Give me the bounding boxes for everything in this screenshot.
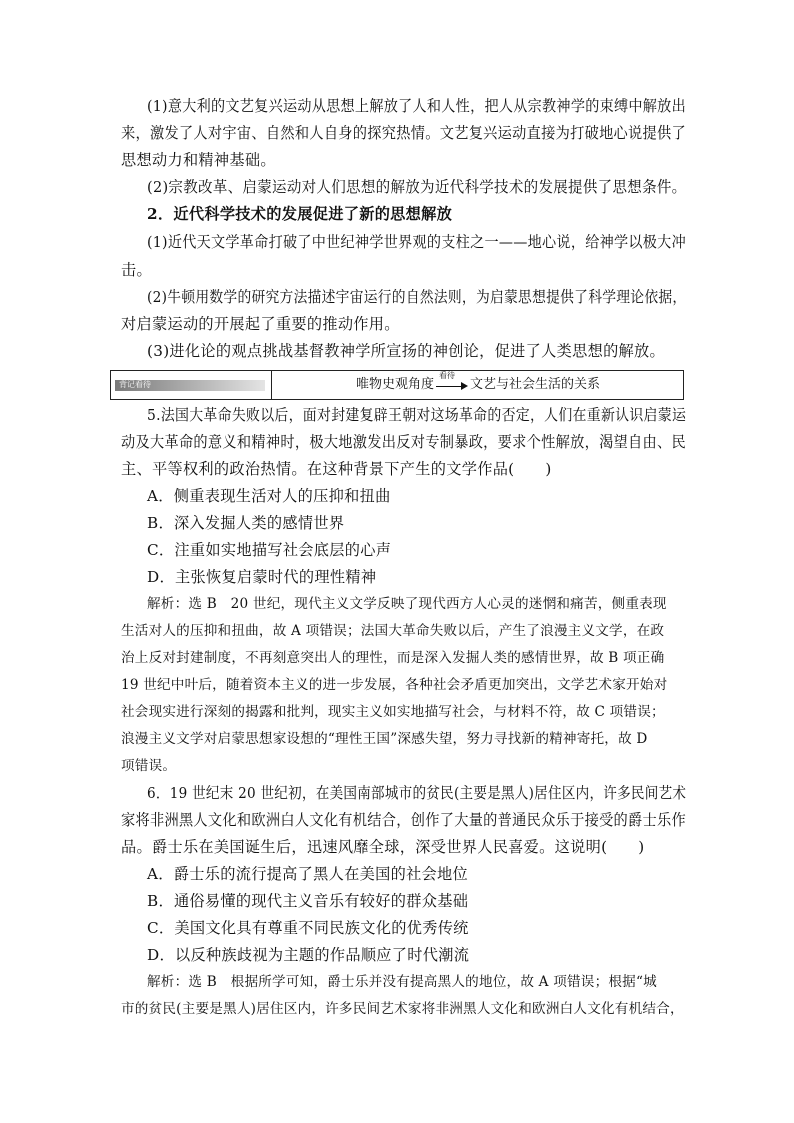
banner-right-text: 文艺与社会生活的关系 [470,377,601,392]
question-6-stem: 6．19 世纪末 20 世纪初，在美国南部城市的贫民(主要是黑人)居住区内，许多民间艺术 [147,784,687,802]
banner-heading [356,371,601,394]
question-5-stem: 主、平等权利的政治热情。在这种背景下产生的文学作品( ) [121,460,552,478]
text-line: (1)意大利的文艺复兴运动从思想上解放了人和人性，把人从宗教神学的束缚中解放出 [147,97,686,115]
arrow-icon [435,371,469,394]
text-line: 对启蒙运动的开展起了重要的推动作用。 [121,315,400,333]
banner-tag-label: 背记看待 [119,380,151,389]
analysis-line: 解析：选 B 20 世纪，现代主义文学反映了现代西方人心灵的迷惘和痛苦，侧重表现 [147,596,667,612]
option-d: D．主张恢复启蒙时代的理性精神 [147,568,377,586]
banner-left-text: 唯物史观角度 [356,377,435,392]
option-b: B．通俗易懂的现代主义音乐有较好的群众基础 [147,892,469,910]
text-line: (2)牛顿用数学的研究方法描述宇宙运行的自然法则，为启蒙思想提供了科学理论依据， [147,288,687,306]
option-a: A．爵士乐的流行提高了黑人在美国的社会地位 [147,865,469,883]
banner-divider [271,371,272,399]
option-b: B．深入发掘人类的感情世界 [147,514,345,532]
text-line: (3)进化论的观点挑战基督教神学所宣扬的神创论，促进了人类思想的解放。 [147,342,666,360]
text-line: 来，激发了人对宇宙、自然和人自身的探究热情。文艺复兴运动直接为打破地心说提供了 [121,124,686,142]
analysis-line: 治上反对封建制度，不再刻意突出人的理性，而是深入发掘人类的感情世界，故 B 项正确 [121,650,665,666]
question-6-stem: 家将非洲黑人文化和欧洲白人文化有机结合，创作了大量的普通民众乐于接受的爵士乐作 [121,811,686,829]
text-line: (1)近代天文学革命打破了中世纪神学世界观的支柱之一——地心说，给神学以极大冲 [147,233,686,251]
question-5-stem: 动及大革命的意义和精神时，极大地激发出反对专制暴政，要求个性解放，渴望自由、民 [121,433,686,451]
analysis-line: 解析：选 B 根据所学可知，爵士乐并没有提高黑人的地位，故 A 项错误；根据“城 [147,974,657,990]
text-line: (2)宗教改革、启蒙运动对人们思想的解放为近代科学技术的发展提供了思想条件。 [147,178,687,196]
option-a: A．侧重表现生活对人的压抑和扭曲 [147,487,391,505]
arrow-label: 看待 [439,371,456,380]
topic-banner [110,370,684,400]
option-d: D．以反种族歧视为主题的作品顺应了时代潮流 [147,946,470,964]
option-c: C．注重如实地描写社会底层的心声 [147,541,392,559]
analysis-line: 项错误。 [121,758,177,774]
text-line: 击。 [121,261,152,279]
section-heading: 2．近代科学技术的发展促进了新的思想解放 [147,205,453,223]
analysis-line: 19 世纪中叶后，随着资本主义的进一步发展，各种社会矛盾更加突出，文学艺术家开始对 [121,677,668,693]
banner-tag [115,380,265,391]
analysis-line: 浪漫主义文学对启蒙思想家设想的“理性王国”深感失望，努力寻找新的精神寄托，故 D [121,731,648,747]
analysis-line: 市的贫民(主要是黑人)居住区内，许多民间艺术家将非洲黑人文化和欧洲白人文化有机结合， [121,1001,684,1017]
question-6-stem: 品。爵士乐在美国诞生后，迅速风靡全球，深受世界人民喜爱。这说明( ) [121,838,645,856]
question-5-stem: 5.法国大革命失败以后，面对封建复辟王朝对这场革命的否定，人们在重新认识启蒙运 [147,406,687,424]
option-c: C．美国文化具有尊重不同民族文化的优秀传统 [147,919,469,937]
analysis-line: 社会现实进行深刻的揭露和批判，现实主义如实地描写社会，与材料不符，故 C 项错误； [121,704,665,720]
text-line: 思想动力和精神基础。 [121,151,276,169]
analysis-line: 生活对人的压抑和扭曲，故 A 项错误；法国大革命失败以后，产生了浪漫主义文学，在政 [121,623,665,639]
